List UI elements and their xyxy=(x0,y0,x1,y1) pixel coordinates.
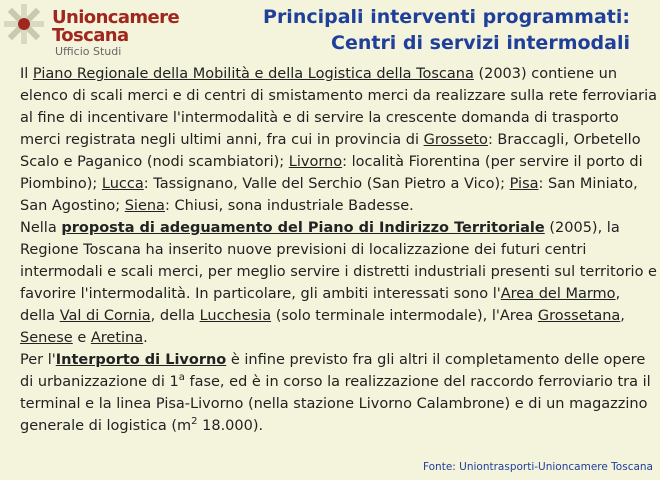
link-val-di-cornia[interactable]: Val di Cornia xyxy=(59,308,151,324)
link-area-del-marmo[interactable]: Area del Marmo xyxy=(500,286,616,302)
text: Il xyxy=(20,66,33,82)
text: Per l' xyxy=(20,352,56,368)
text: Nella xyxy=(20,220,62,236)
text: e xyxy=(72,330,91,346)
link-siena[interactable]: Siena xyxy=(124,198,165,214)
link-lucchesia[interactable]: Lucchesia xyxy=(199,308,272,324)
text: (2005), la Regione Toscana ha inserito nuove previsioni di localizzazione dei futuri centri intermodali e scali merci, per meglio servire i distretti industriali presenti sul territorio e favorire l'intermodalità. In particolare, gli ambiti interessati sono l' xyxy=(20,220,657,302)
text: è infine previsto fra gli altri il completamento delle opere di urbanizzazione di 1 xyxy=(20,352,646,390)
unioncamere-logo-icon xyxy=(4,4,44,44)
link-aretina[interactable]: Aretina xyxy=(90,330,144,346)
text: , della xyxy=(150,308,200,324)
text: 18.000). xyxy=(197,418,264,434)
text: : Tassignano, Valle del Serchio (San Pietro a Vico); xyxy=(143,176,510,192)
paragraph-3 xyxy=(20,349,658,437)
superscript: a xyxy=(178,372,185,384)
text: : località Fiorentina (per servire il porto di Piombino); xyxy=(20,154,643,192)
link-livorno[interactable]: Livorno xyxy=(288,154,343,170)
page-title xyxy=(263,4,630,56)
text: (solo terminale intermodale), l'Area xyxy=(271,308,538,324)
superscript: 2 xyxy=(191,416,198,428)
text: : Chiusi, sona industriale Badesse. xyxy=(164,198,414,214)
text: : San Miniato, San Agostino; xyxy=(20,176,638,214)
link-interporto-livorno[interactable]: Interporto di Livorno xyxy=(55,352,227,368)
link-piano-regionale[interactable]: Piano Regionale della Mobilità e della Logistica della Toscana xyxy=(32,66,474,82)
logo xyxy=(0,0,180,62)
paragraph-2 xyxy=(20,217,658,349)
link-proposta-adeguamento[interactable]: proposta di adeguamento del Piano di Indirizzo Territoriale xyxy=(61,220,545,236)
logo-name-line2: Toscana xyxy=(52,25,129,46)
link-senese[interactable]: Senese xyxy=(20,330,73,346)
text: : Braccagli, Orbetello Scalo e Paganico (nodi scambiatori); xyxy=(20,132,641,170)
text: (2003) contiene un elenco di scali merci e di centri di smistamento merci da realizzare sulla rete ferroviaria al fine di incentivare l'intermodalità e di servire la crescente domanda di trasporto merci registrata negli ultimi anni, fra cui in provincia di xyxy=(20,66,658,148)
link-grosseto[interactable]: Grosseto xyxy=(423,132,488,148)
text: fase, ed è in corso la realizzazione del raccordo ferroviario tra il terminal e la linea Pisa-Livorno (nella stazione Livorno Calambrone) e di un magazzino generale di logistica (m xyxy=(20,374,651,434)
link-lucca[interactable]: Lucca xyxy=(101,176,144,192)
title-line-1: Principali interventi programmati: xyxy=(263,6,630,28)
link-grossetana[interactable]: Grossetana xyxy=(537,308,621,324)
logo-subtitle: Ufficio Studi xyxy=(55,45,122,58)
text: , xyxy=(620,308,625,324)
source-footer: Fonte: Uniontrasporti-Unioncamere Toscana xyxy=(422,461,653,473)
text: , della xyxy=(20,286,621,324)
paragraph-1 xyxy=(20,63,658,217)
logo-name-line1: Unioncamere xyxy=(52,7,180,28)
title-line-2: Centri di servizi intermodali xyxy=(331,32,630,54)
text: . xyxy=(143,330,148,346)
body-text xyxy=(20,63,658,437)
link-pisa[interactable]: Pisa xyxy=(509,176,539,192)
